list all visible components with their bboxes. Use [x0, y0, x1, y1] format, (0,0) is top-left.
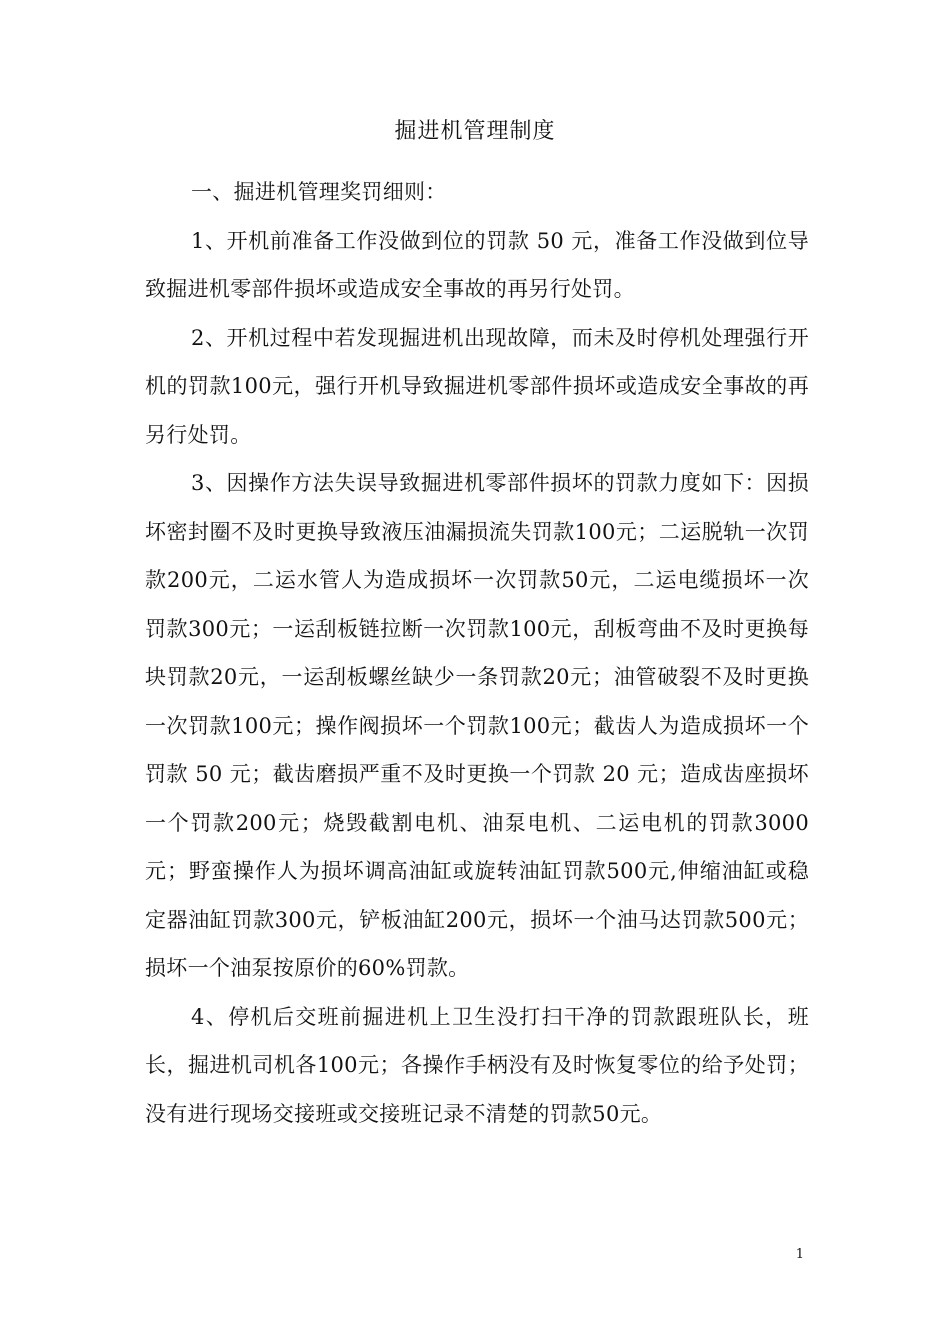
page-number: 1	[795, 1247, 804, 1262]
document-title: 掘进机管理制度	[394, 119, 556, 144]
section-heading: 一、掘进机管理奖罚细则：	[191, 180, 447, 204]
paragraph-1: 1、开机前准备工作没做到位的罚款 50 元，准备工作没做到位导致掘进机零部件损坏或造成安全事故的再另行处罚。	[145, 228, 809, 301]
document-body	[145, 168, 809, 1138]
paragraph-2: 2、开机过程中若发现掘进机出现故障，而未及时停机处理强行开机的罚款100元，强行开机导致掘进机零部件损坏或造成安全事故的再另行处罚。	[145, 325, 809, 447]
paragraph-3: 3、因操作方法失误导致掘进机零部件损坏的罚款力度如下：因损坏密封圈不及时更换导致液压油漏损流失罚款100元；二运脱轨一次罚款200元，二运水管人为造成损坏一次罚款50元，二运电缆损坏一次罚款300元；一运刮板链拉断一次罚款100元，刮板弯曲不及时更换每块罚款20元，一运刮板螺丝缺少一条罚款20元；油管破裂不及时更换一次罚款100元；操作阀损坏一个罚款100元；截齿人为造成损坏一个罚款 50 元；截齿磨损严重不及时更换一个罚款 20 元；造成齿座损坏一个罚款200元；烧毁截割电机、油泵电机、二运电机的罚款3000元；野蛮操作人为损坏调高油缸或旋转油缸罚款500元,伸缩油缸或稳定器油缸罚款300元，铲板油缸200元，损坏一个油马达罚款500元；损坏一个油泵按原价的60%罚款。	[145, 471, 809, 980]
paragraph-4: 4、停机后交班前掘进机上卫生没打扫干净的罚款跟班队长，班长，掘进机司机各100元；各操作手柄没有及时恢复零位的给予处罚；没有进行现场交接班或交接班记录不清楚的罚款50元。	[145, 1004, 809, 1126]
